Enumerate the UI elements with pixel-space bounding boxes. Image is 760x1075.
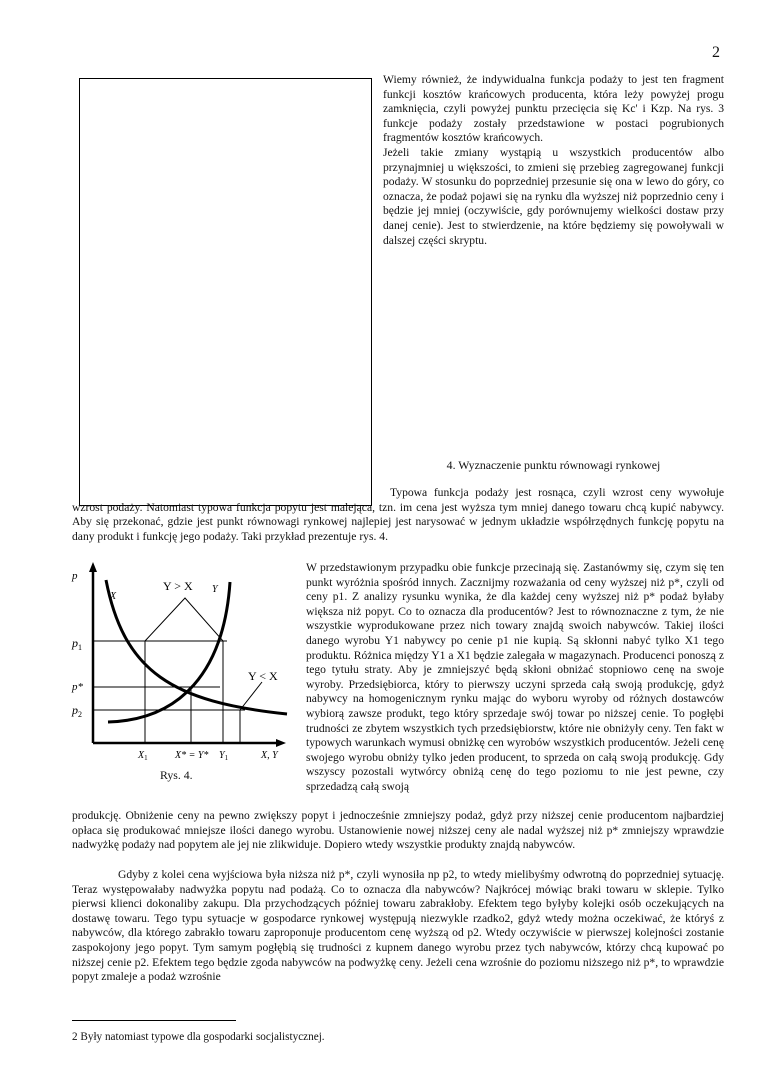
yltx-label: Y < X (248, 669, 278, 683)
tick-x1-label: $X_1$ (138, 750, 148, 762)
intro-paragraph: Typowa funkcja podaży jest rosnąca, czyli wzrost ceny wywołuje wzrost podaży. Natomiast typowa funkcja popytu jest malejąca, tzn. im cena jest wyższa tym mniej danego towaru chcą kupić nabywcy. Aby się przekonać, gdzie jest punkt równowagi rynkowej najlepiej jest narysować w jednym układzie współrzędnych funkcję popytu na dany produkt i funkcję jego podaży. Taki przykład prezentuje rys. 4. (72, 486, 724, 543)
full-width-continuation-container (72, 809, 724, 853)
paragraph-equilibrium-analysis: W przedstawionym przypadku obie funkcje przecinają się. Zastanówmy się, czym się ten punkt wyróżnia spośród innych. Zacznijmy rozważania od ceny wyższej niż p*, czyli od ceny p1. Z analizy rysunku wynika, że dla każdej ceny wyższej niż p* podaż byłaby większa niż popyt. Co to oznacza dla producentów? Jest to równoznaczne z tym, że nie wszystkie wyprodukowane przez nich towary znajdą swoich nabywców. Takiej ilości danego wyrobu Y1 nabywcy po cenie p1 nie kupią. Są skłonni nabyć tylko X1 tego produktu. Różnica między Y1 a X1 będzie zalegała w magazynach. Producenci ponoszą z tego tytułu straty. Aby je zmniejszyć będą skłoni obniżać stopniowo cenę na swoje wyroby. Przedsiębiorca, który to pierwszy uczyni sprzeda całą swoją produkcję, gdyż nabywcy na homogenicznym rynku mając do wyboru wyroby od różnych dostawców wybiorą zawsze produkt, tego który sprzedaje swój towar po niższej cenie. To pogłębi trudności ze zbytem wszystkich tych przedsiębiorstw, które nie obniżyły ceny. Ten fakt w typowych warunkach wymusi obniżkę cen wyrobów wszystkich producentów. Jeżeli cenę swojego wyrobu obniży tylko jeden producent, to sprzeda on całą swoją produkcję. Gdy wszyscy pozostali wytwórcy obniżą cenę do tego poziomu to nie jest pewne, czy sprzedadzą całą swoją (306, 561, 724, 793)
footnote: 2 Były natomiast typowe dla gospodarki socjalistycznej. (72, 1031, 325, 1043)
x-axis-arrow (276, 739, 286, 747)
tick-eq-label: X* = Y* (175, 750, 209, 761)
right-column2-text (306, 561, 724, 795)
p2-label: $p_2$ (72, 703, 82, 719)
footnote-rule (72, 1020, 236, 1021)
ygtx-label: Y > X (163, 579, 193, 593)
paragraph-supply-shift: Jeżeli takie zmiany wystąpią u wszystkich producentów albo przynajmniej u większości, to zmieni się przebieg zagregowanej funkcji podaży. W stosunku do poprzedniej przesunie się ona w lewo do góry, co oznacza, że podaż pojawi się na rynku dla wyższej niż poprzednio ceny i będzie jej mniej (oczywiście, gdy porównujemy wielkości dostaw przy danej cenie). Jest to stwierdzenie, na które będziemy się powoływali w dalszej części skryptu. (383, 145, 724, 247)
intro-paragraph-container (72, 486, 724, 544)
y-axis-arrow (89, 562, 97, 572)
page-number: 2 (712, 44, 720, 61)
axis-p-label: p (72, 570, 78, 582)
section-title: 4. Wyznaczenie punktu równowagi rynkowej (446, 458, 661, 472)
p1-label: $p_1$ (72, 636, 82, 652)
axis-xy-label: X, Y (261, 750, 278, 761)
figure-placeholder-frame (79, 78, 372, 506)
tick-y1-label: $Y_1$ (219, 750, 229, 762)
right-column-text (383, 73, 724, 248)
paragraph-supply-function: Wiemy również, że indywidualna funkcja podaży to jest ten fragment funkcji kosztów krańcowych producenta, która leży powyżej progu zamknięcia, czyli powyżej punktu przecięcia się Kc' i Kzp. Na rys. 3 funkcje podaży zostały przedstawione w postaci pogrubionych fragmentów kosztów krańcowych. (383, 73, 724, 145)
market-equilibrium-figure (62, 562, 292, 786)
paragraph-continuation: produkcję. Obniżenie ceny na pewno zwiększy popyt i jednocześnie zmniejszy podaż, gdyż przy niższej cenie producentom najbardziej opłaca się produkować mniejsze ilości danego wyrobu. Ustanowienie nowej niższej ceny ale nadal wyższej niż p* zmniejszy wprawdzie nadwyżkę podaży nad popytem ale jej nie zlikwiduje. Dopiero wtedy wszystkie produkty znajdą nabywców. (72, 809, 724, 852)
demand-curve (106, 580, 287, 714)
paragraph-lower-price: Gdyby z kolei cena wyjściowa była niższa niż p*, czyli wynosiła np p2, to wtedy mielibyśmy odwrotną do poprzedniej sytuację. Teraz występowałaby nadwyżka popytu nad podażą. Co to oznacza dla nabywców? Najkrócej mówiąc braki towaru w sklepie. Tylko pierwsi klienci dokonaliby zakupu. Dla przychodzących później towaru zabrakłoby. Efektem tego byłyby kolejki osób oczekujących na dostawę towaru. Tego typu sytuacje w gospodarce rynkowej występują niezwykle rzadko2, gdyż wtedy można oczekiwać, że któryś z nabywców, dla którego zabrakło towaru zaproponuje producentom cenę wyższą od p2. Wtedy oczywiście w pierwszej kolejności zostanie zaspokojony jego popyt. Tym samym pogłębią się trudności z kupnem danego wyrobu przez tych nabywców, którzy chcą kupować po niższej cenie p2. Efektem tego będzie zgoda nabywców na podwyżkę ceny. Jeżeli cena wzrośnie do poziomu niższego niż p*, to wprawdzie popyt zmaleje a podaż wzrośnie (72, 868, 724, 984)
curve-y-label: Y (212, 584, 218, 595)
curve-x-label: X (110, 591, 117, 602)
excess-supply-roof (145, 598, 223, 641)
pstar-label: p* (72, 681, 83, 693)
excess-demand-pointer (240, 682, 262, 710)
paragraph-2-container (72, 868, 724, 985)
figure-caption: Rys. 4. (160, 768, 193, 782)
